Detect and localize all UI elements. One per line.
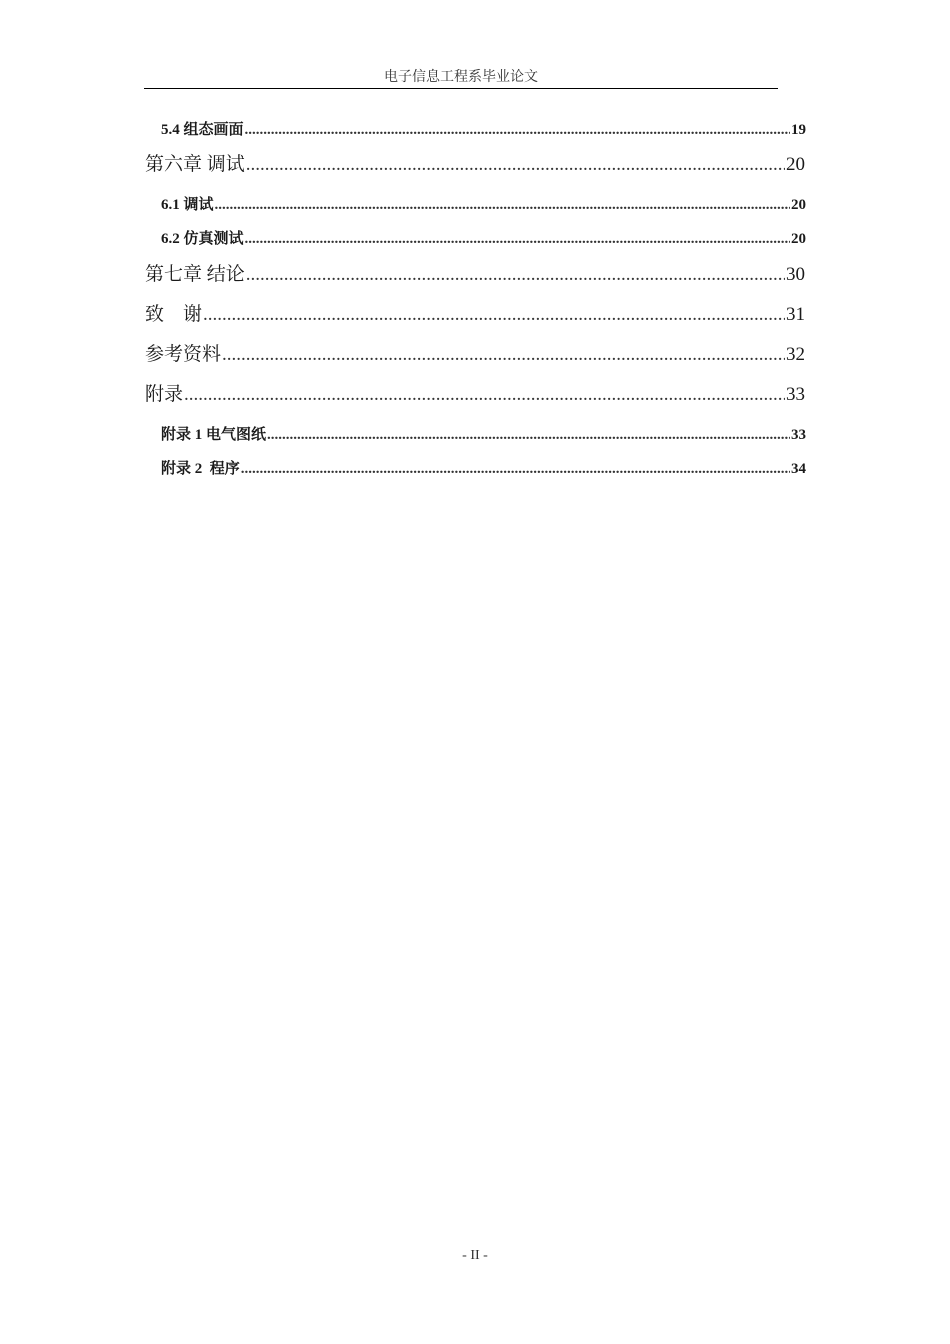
toc-leader-dots xyxy=(215,197,790,214)
toc-entry-page: 30 xyxy=(786,264,805,285)
toc-entry-references[interactable] xyxy=(145,339,805,365)
toc-entry-chapter-7[interactable] xyxy=(145,259,805,285)
toc-entry-chapter-6[interactable] xyxy=(145,149,805,175)
toc-entry-appendix-2[interactable] xyxy=(161,457,806,479)
toc-entry-6-2[interactable] xyxy=(161,227,806,249)
toc-entry-page: 33 xyxy=(786,384,805,405)
toc-entry-page: 31 xyxy=(786,304,805,325)
toc-entry-page: 33 xyxy=(791,427,806,443)
toc-leader-dots xyxy=(246,154,785,175)
toc-entry-title: 6.2 仿真测试 xyxy=(161,231,244,247)
toc-leader-dots xyxy=(203,304,785,325)
toc-entry-title: 参考资料 xyxy=(145,344,222,365)
toc-entry-page: 20 xyxy=(786,154,805,175)
toc-entry-title: 附录 xyxy=(145,384,184,405)
toc-leader-dots xyxy=(245,231,790,248)
toc-leader-dots xyxy=(267,427,790,444)
toc-entry-appendix[interactable] xyxy=(145,379,805,405)
toc-entry-6-1[interactable] xyxy=(161,193,806,215)
toc-leader-dots xyxy=(241,461,790,478)
toc-entry-title: 致 谢 xyxy=(145,304,203,325)
toc-leader-dots xyxy=(184,384,785,405)
toc-entry-page: 19 xyxy=(791,122,806,138)
toc-entry-5-4[interactable] xyxy=(161,118,806,140)
toc-entry-page: 32 xyxy=(786,344,805,365)
toc-entry-title: 附录 2 程序 xyxy=(161,461,240,477)
toc-entry-title: 第六章 调试 xyxy=(145,154,245,175)
toc-entry-appendix-1[interactable] xyxy=(161,423,806,445)
toc-entry-page: 20 xyxy=(791,197,806,213)
toc-entry-acknowledgements[interactable] xyxy=(145,299,805,325)
page-number: - II - xyxy=(462,1248,488,1263)
toc-entry-page: 34 xyxy=(791,461,806,477)
running-header: 电子信息工程系毕业论文 xyxy=(144,66,778,89)
toc-entry-page: 20 xyxy=(791,231,806,247)
toc-leader-dots xyxy=(245,122,790,139)
toc-leader-dots xyxy=(246,264,785,285)
toc-entry-title: 5.4 组态画面 xyxy=(161,122,244,138)
toc-entry-title: 附录 1 电气图纸 xyxy=(161,427,267,443)
toc-leader-dots xyxy=(222,344,785,365)
toc-entry-title: 第七章 结论 xyxy=(145,264,245,285)
toc-entry-title: 6.1 调试 xyxy=(161,197,214,213)
